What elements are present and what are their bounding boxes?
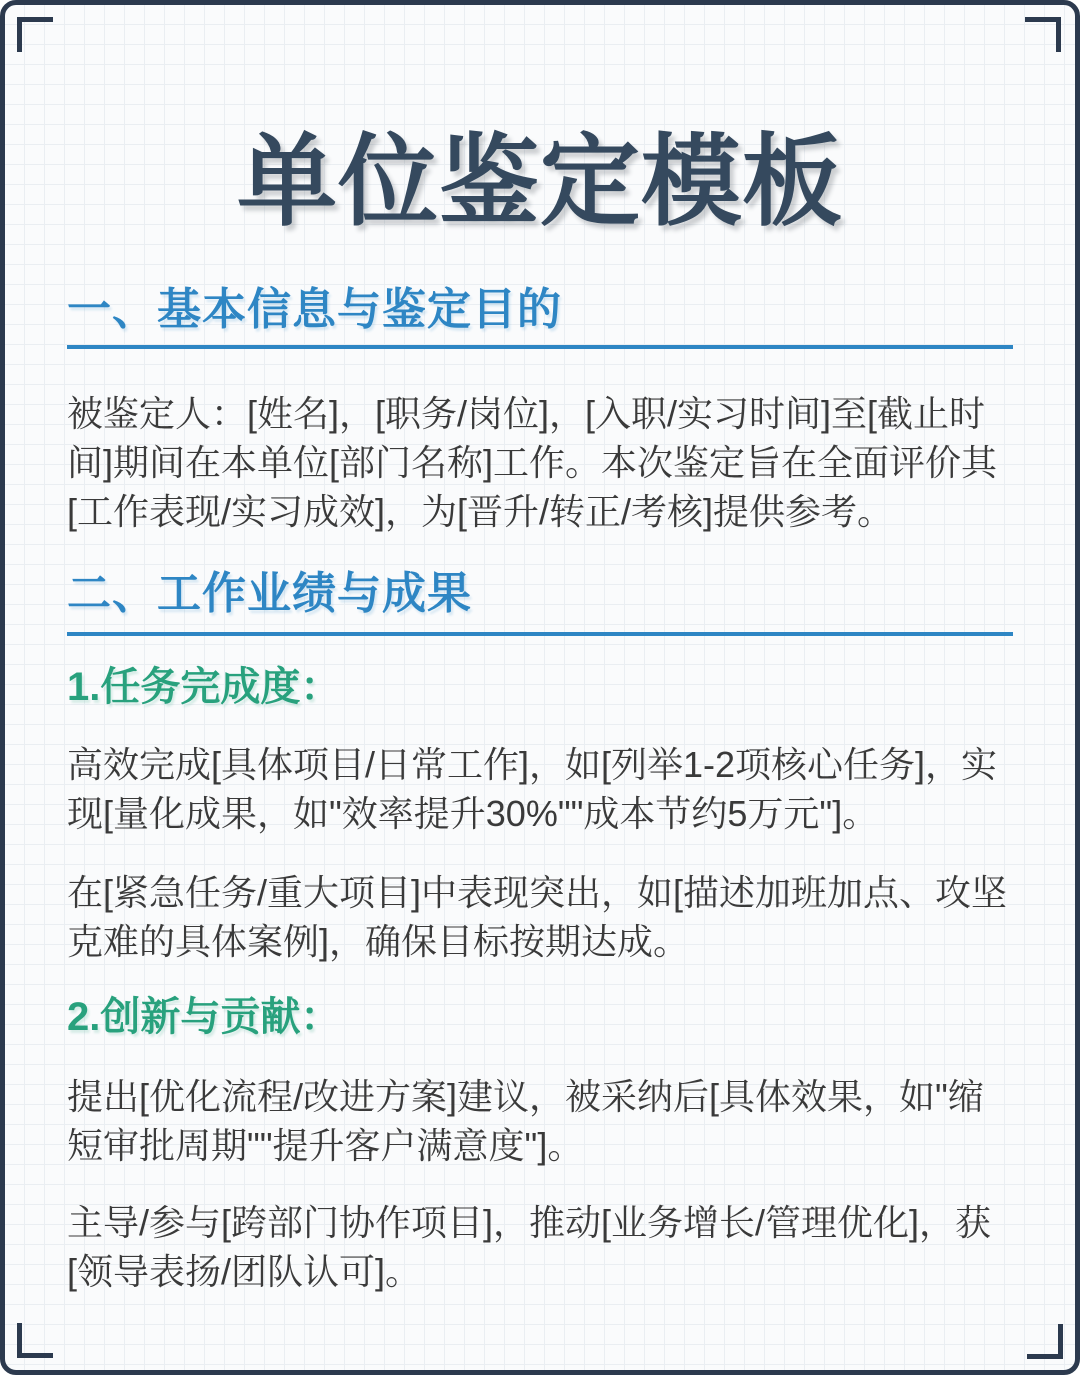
section-1-heading: 一、基本信息与鉴定目的 [67,285,562,334]
corner-bracket-top-right-icon [1025,17,1061,52]
section-2-heading: 二、工作业绩与成果 [67,569,472,618]
section-work-results [67,568,1013,1296]
subsection-task-completion-label: 1.任务完成度： [67,665,341,709]
section-1-paragraph: 被鉴定人：[姓名]，[职务/岗位]，[入职/实习时间]至[截止时间]期间在本单位[部门名称]工作。本次鉴定旨在全面评价其[工作表现/实习成效]，为[晋升/转正/考核]提供参考。 [67,393,998,532]
subsection-task-completion-paragraph-2: 在[紧急任务/重大项目]中表现突出，如[描述加班加点、攻坚克难的具体案例]，确保目标按期达成。 [67,872,1008,962]
subsection-innovation-paragraph-2: 主导/参与[跨部门协作项目]，推动[业务增长/管理优化]，获[领导表扬/团队认可]。 [67,1202,992,1292]
section-basic-info [67,284,1013,536]
subsection-innovation-label: 2.创新与贡献： [67,995,341,1039]
subsection-innovation-paragraph-1: 提出[优化流程/改进方案]建议，被采纳后[具体效果，如"缩短审批周期""提升客户满意度"]。 [67,1076,984,1166]
section-1-divider [67,345,1013,349]
corner-bracket-bottom-right-icon [1027,1324,1063,1359]
page-title: 单位鉴定模板 [237,126,843,238]
section-2-divider [67,632,1013,636]
corner-bracket-bottom-left-icon [17,1323,53,1358]
subsection-task-completion-paragraph-1: 高效完成[具体项目/日常工作]，如[列举1-2项核心任务]，实现[量化成果，如"效率提升30%""成本节约5万元"]。 [67,744,998,834]
document-content [5,121,1075,1296]
corner-bracket-top-left-icon [17,17,53,52]
